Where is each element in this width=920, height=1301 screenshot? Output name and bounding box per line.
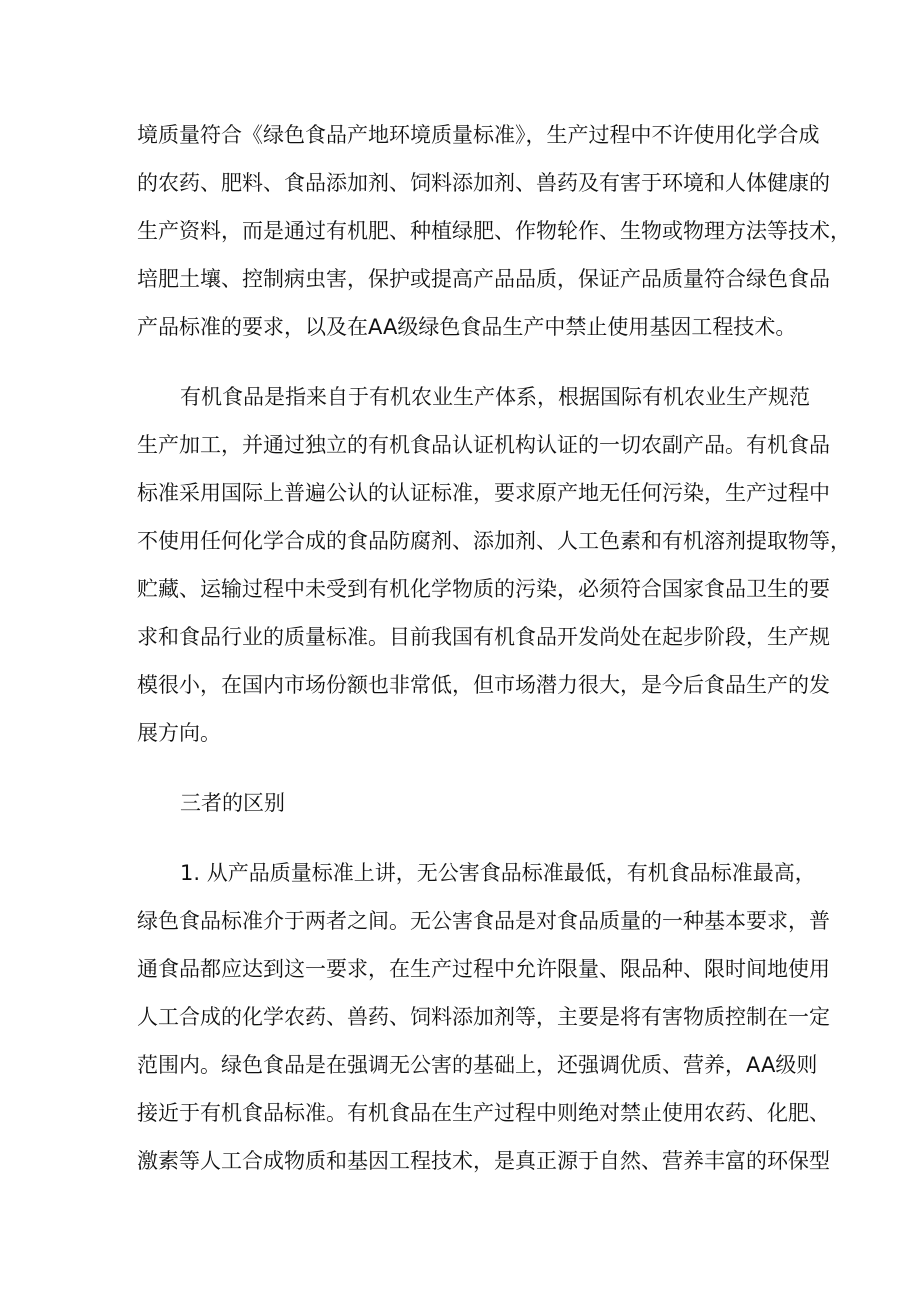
text-line: 人工合成的化学农药、兽药、饲料添加剂等，主要是将有害物质控制在一定 <box>137 1005 830 1029</box>
text-line: 生产加工，并通过独立的有机食品认证机构认证的一切农副产品。有机食品 <box>137 433 830 457</box>
text-line: 激素等人工合成物质和基因工程技术，是真正源于自然、营养丰富的环保型 <box>137 1149 830 1173</box>
text-line: 生产资料，而是通过有机肥、种植绿肥、作物轮作、生物或物理方法等技术， <box>137 219 851 243</box>
text-line: 范围内。绿色食品是在强调无公害的基础上，还强调优质、营养，AA级则 <box>137 1053 818 1077</box>
text-line: 展方向。 <box>137 721 221 745</box>
paragraph-green-food-continued <box>137 111 851 351</box>
section-heading-text: 三者的区别 <box>180 791 285 815</box>
text-line: 1. 从产品质量标准上讲，无公害食品标准最低，有机食品标准最高， <box>180 861 816 885</box>
text-line: 的农药、肥料、食品添加剂、饲料添加剂、兽药及有害于环境和人体健康的 <box>137 171 830 195</box>
text-line: 境质量符合《绿色食品产地环境质量标准》，生产过程中不许使用化学合成 <box>137 123 820 147</box>
section-heading <box>137 779 837 827</box>
text-line: 标准采用国际上普遍公认的认证标准，要求原产地无任何污染，生产过程中 <box>137 481 830 505</box>
text-line: 求和食品行业的质量标准。目前我国有机食品开发尚处在起步阶段，生产规 <box>137 625 830 649</box>
document-body <box>137 111 851 1207</box>
text-line: 不使用任何化学合成的食品防腐剂、添加剂、人工色素和有机溶剂提取物等， <box>137 529 851 553</box>
paragraph-difference-1 <box>137 849 837 1185</box>
text-line: 绿色食品标准介于两者之间。无公害食品是对食品质量的一种基本要求，普 <box>137 909 830 933</box>
text-line: 培肥土壤、控制病虫害，保护或提高产品品质，保证产品质量符合绿色食品 <box>137 267 830 291</box>
paragraph-organic-food <box>137 373 851 757</box>
text-line: 接近于有机食品标准。有机食品在生产过程中则绝对禁止使用农药、化肥、 <box>137 1101 830 1125</box>
text-line: 有机食品是指来自于有机农业生产体系，根据国际有机农业生产规范 <box>180 385 810 409</box>
text-line: 通食品都应达到这一要求，在生产过程中允许限量、限品种、限时间地使用 <box>137 957 830 981</box>
text-line: 模很小，在国内市场份额也非常低，但市场潜力很大，是今后食品生产的发 <box>137 673 830 697</box>
text-line: 贮藏、运输过程中未受到有机化学物质的污染，必须符合国家食品卫生的要 <box>137 577 830 601</box>
text-line: 产品标准的要求，以及在AA级绿色食品生产中禁止使用基因工程技术。 <box>137 315 797 339</box>
